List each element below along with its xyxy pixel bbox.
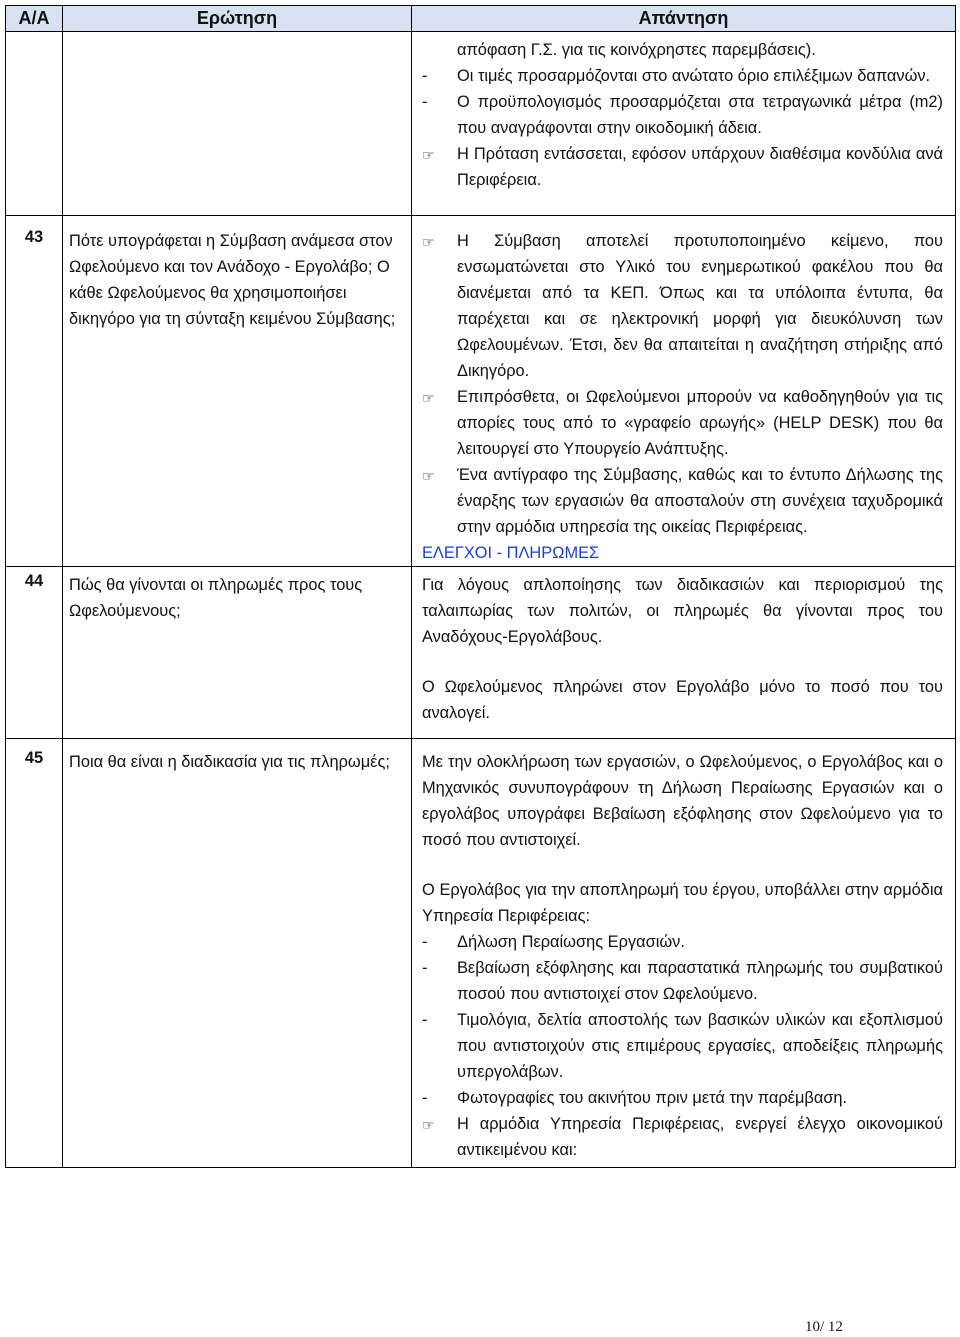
- pointing-hand-icon: ☞: [422, 148, 435, 164]
- header-answer: Απάντηση: [412, 6, 956, 32]
- header-no: Α/Α: [6, 6, 63, 32]
- row-number: 43: [6, 216, 63, 567]
- table-row-43: [6, 216, 956, 567]
- answer-cell: [412, 567, 956, 739]
- answer-text: απόφαση Γ.Σ. για τις κοινόχρηστες παρεμβάσεις).: [457, 41, 816, 59]
- row-number: 44: [6, 567, 63, 739]
- dash-marker: -: [422, 933, 428, 951]
- answer-paragraph: Ο Εργολάβος για την αποπληρωμή του έργου, υποβάλλει στην αρμόδια Υπηρεσία Περιφέρειας:: [422, 881, 943, 925]
- dash-marker: -: [422, 1011, 428, 1029]
- question-cell: Πώς θα γίνονται οι πληρωμές προς τους Ωφελούμενους;: [63, 567, 412, 739]
- dash-marker: -: [422, 959, 428, 977]
- dash-item: - Ο προϋπολογισμός προσαρμόζεται στα τετραγωνικά μέτρα (m2) που αναγράφονται στην οικοδομική άδεια.: [422, 89, 943, 141]
- dash-item: - Οι τιμές προσαρμόζονται στο ανώτατο όριο επιλέξιμων δαπανών.: [422, 63, 943, 89]
- answer-cell: [412, 32, 956, 216]
- answer-cell: [412, 216, 956, 567]
- question-cell: Ποια θα είναι η διαδικασία για τις πληρωμές;: [63, 739, 412, 1168]
- dash-item: - Βεβαίωση εξόφλησης και παραστατικά πληρωμής του συμβατικού ποσού που αντιστοιχεί στον Ωφελούμενο.: [422, 955, 943, 1007]
- answer-paragraph: Για λόγους απλοποίησης των διαδικασιών και περιορισμού της ταλαιπωρίας των πολιτών, οι πληρωμές θα γίνονται προς του Αναδόχους-Εργολάβους.: [422, 576, 943, 646]
- bullet-item: ☞ Η Πρόταση εντάσσεται, εφόσον υπάρχουν διαθέσιμα κονδύλια ανά Περιφέρεια.: [422, 145, 943, 189]
- header-question: Ερώτηση: [63, 6, 412, 32]
- dash-marker: -: [422, 93, 428, 111]
- pointing-hand-icon: ☞: [422, 1118, 435, 1134]
- answer-cell: [412, 739, 956, 1168]
- dash-marker: -: [422, 67, 428, 85]
- bullet-item: ☞ Η Σύμβαση αποτελεί προτυποποιημένο κείμενο, που ενσωματώνεται στο Υλικό του ενημερωτικού φακέλου που θα διανέμεται από τα ΚΕΠ. Όπως και τα υπόλοιπα έντυπα, θα παρέχεται και σε ηλεκτρονική μορφή για διευκόλυνση των Ωφελουμένων. Έτσι, δεν θα απαιτείται η αναζήτηση στήριξης από Δικηγόρο.: [422, 232, 943, 380]
- dash-marker: -: [422, 1089, 428, 1107]
- dash-item: - Φωτογραφίες του ακινήτου πριν μετά την παρέμβαση.: [422, 1085, 943, 1111]
- section-heading: ΕΛΕΓΧΟΙ - ΠΛΗΡΩΜΕΣ: [422, 544, 600, 562]
- answer-paragraph: Με την ολοκλήρωση των εργασιών, ο Ωφελούμενος, ο Εργολάβος και ο Μηχανικός συνυπογράφουν τη Δήλωση Περαίωσης Εργασιών και ο εργολάβος υπογράφει Βεβαίωση εξόφλησης στον Ωφελούμενο για το ποσό που αντιστοιχεί.: [422, 753, 943, 849]
- pointing-hand-icon: ☞: [422, 391, 435, 407]
- bullet-item: ☞ Ένα αντίγραφο της Σύμβασης, καθώς και το έντυπο Δήλωσης της έναρξης των εργασιών θα αποσταλούν στη συνέχεια ταχυδρομικά στην αρμόδια υπηρεσία της οικείας Περιφέρειας.: [422, 466, 943, 536]
- page-number: 10/ 12: [805, 1319, 843, 1335]
- table-row-45: [6, 739, 956, 1168]
- row-number: 45: [6, 739, 63, 1168]
- bullet-item: ☞ Επιπρόσθετα, οι Ωφελούμενοι μπορούν να καθοδηγηθούν για τις απορίες τους από το «γραφείο αρωγής» (HELP DESK) που θα λειτουργεί στο Υπουργείο Ανάπτυξης.: [422, 388, 943, 458]
- pointing-hand-icon: ☞: [422, 469, 435, 485]
- pointing-hand-icon: ☞: [422, 235, 435, 251]
- dash-item: - Δήλωση Περαίωσης Εργασιών.: [422, 929, 943, 955]
- table-header: [6, 6, 956, 32]
- table-row: [6, 32, 956, 216]
- faq-table: [5, 5, 956, 1168]
- question-cell: Πότε υπογράφεται η Σύμβαση ανάμεσα στον Ωφελούμενο και τον Ανάδοχο - Εργολάβο; Ο κάθε Ωφελούμενος θα χρησιμοποιήσει δικηγόρο για τη σύνταξη κειμένου Σύμβασης;: [63, 216, 412, 567]
- dash-item: - Τιμολόγια, δελτία αποστολής των βασικών υλικών και εξοπλισμού που αντιστοιχούν στις επιμέρους εργασίες, αποδείξεις πληρωμής υπεργολάβων.: [422, 1007, 943, 1085]
- table-row-44: [6, 567, 956, 739]
- bullet-item: ☞ Η αρμόδια Υπηρεσία Περιφέρειας, ενεργεί έλεγχο οικονομικού αντικειμένου και:: [422, 1115, 943, 1159]
- answer-paragraph: Ο Ωφελούμενος πληρώνει στον Εργολάβο μόνο το ποσό που του αναλογεί.: [422, 678, 943, 722]
